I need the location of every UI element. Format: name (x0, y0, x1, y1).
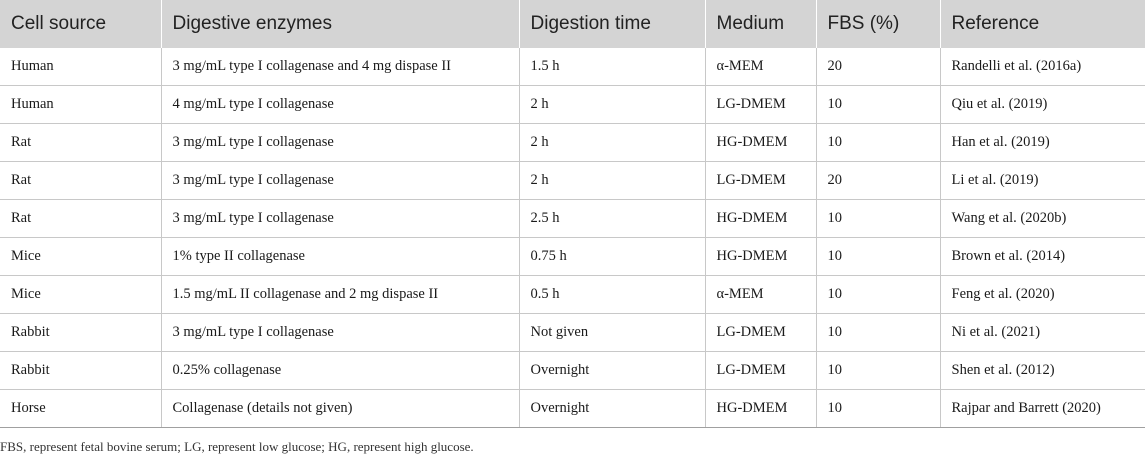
cell-medium: HG-DMEM (705, 238, 816, 276)
cell-medium: α-MEM (705, 48, 816, 86)
header-digestive-enzymes: Digestive enzymes (161, 0, 519, 48)
table-header (0, 0, 1145, 48)
cell-source: Mice (0, 276, 161, 314)
cell-digestive-enzymes: 3 mg/mL type I collagenase (161, 162, 519, 200)
table-body (0, 48, 1145, 428)
cell-reference: Brown et al. (2014) (940, 238, 1145, 276)
table-row (0, 124, 1145, 162)
cell-digestion-time: 2 h (519, 86, 705, 124)
cell-reference: Rajpar and Barrett (2020) (940, 390, 1145, 428)
cell-source: Rabbit (0, 314, 161, 352)
cell-digestion-time: 0.5 h (519, 276, 705, 314)
cell-source: Human (0, 86, 161, 124)
cell-reference: Han et al. (2019) (940, 124, 1145, 162)
header-reference: Reference (940, 0, 1145, 48)
cell-digestive-enzymes: 0.25% collagenase (161, 352, 519, 390)
table-row (0, 276, 1145, 314)
cell-medium: HG-DMEM (705, 390, 816, 428)
header-cell-source: Cell source (0, 0, 161, 48)
header-medium: Medium (705, 0, 816, 48)
table-row (0, 390, 1145, 428)
header-digestion-time: Digestion time (519, 0, 705, 48)
cell-medium: α-MEM (705, 276, 816, 314)
cell-source: Mice (0, 238, 161, 276)
cell-source: Rabbit (0, 352, 161, 390)
cell-digestion-time: Overnight (519, 390, 705, 428)
cell-digestion-time: Not given (519, 314, 705, 352)
cell-medium: LG-DMEM (705, 162, 816, 200)
cell-medium: LG-DMEM (705, 86, 816, 124)
cell-source: Rat (0, 200, 161, 238)
cell-fbs: 10 (816, 352, 940, 390)
cell-digestion-time: 2 h (519, 124, 705, 162)
cell-fbs: 10 (816, 86, 940, 124)
header-fbs: FBS (%) (816, 0, 940, 48)
cell-reference: Shen et al. (2012) (940, 352, 1145, 390)
cell-digestion-time: 2 h (519, 162, 705, 200)
cell-fbs: 20 (816, 48, 940, 86)
cell-reference: Ni et al. (2021) (940, 314, 1145, 352)
cell-reference: Wang et al. (2020b) (940, 200, 1145, 238)
cell-digestive-enzymes: 3 mg/mL type I collagenase (161, 124, 519, 162)
cell-source: Rat (0, 124, 161, 162)
cell-digestive-enzymes: 3 mg/mL type I collagenase and 4 mg dispase II (161, 48, 519, 86)
cell-fbs: 20 (816, 162, 940, 200)
cell-reference: Feng et al. (2020) (940, 276, 1145, 314)
cell-digestive-enzymes: 3 mg/mL type I collagenase (161, 200, 519, 238)
cell-fbs: 10 (816, 314, 940, 352)
cell-fbs: 10 (816, 390, 940, 428)
cell-digestive-enzymes: 1% type II collagenase (161, 238, 519, 276)
header-row (0, 0, 1145, 48)
cell-fbs: 10 (816, 276, 940, 314)
cell-reference: Li et al. (2019) (940, 162, 1145, 200)
cell-digestion-time: Overnight (519, 352, 705, 390)
cell-reference: Qiu et al. (2019) (940, 86, 1145, 124)
table-row (0, 352, 1145, 390)
cell-medium: HG-DMEM (705, 124, 816, 162)
table-row (0, 238, 1145, 276)
table-footnote: FBS, represent fetal bovine serum; LG, represent low glucose; HG, represent high glucose. (0, 439, 474, 454)
cell-digestive-enzymes: 3 mg/mL type I collagenase (161, 314, 519, 352)
cell-source: Rat (0, 162, 161, 200)
cell-digestion-time: 2.5 h (519, 200, 705, 238)
cell-fbs: 10 (816, 238, 940, 276)
cell-digestive-enzymes: Collagenase (details not given) (161, 390, 519, 428)
cell-source: Human (0, 48, 161, 86)
cell-reference: Randelli et al. (2016a) (940, 48, 1145, 86)
table-row (0, 162, 1145, 200)
cell-source: Horse (0, 390, 161, 428)
table-row (0, 86, 1145, 124)
cell-digestion-time: 0.75 h (519, 238, 705, 276)
cell-digestive-enzymes: 1.5 mg/mL II collagenase and 2 mg dispase II (161, 276, 519, 314)
cell-digestion-time: 1.5 h (519, 48, 705, 86)
cell-digestive-enzymes: 4 mg/mL type I collagenase (161, 86, 519, 124)
table-row (0, 200, 1145, 238)
cell-medium: LG-DMEM (705, 352, 816, 390)
table-row (0, 314, 1145, 352)
cell-fbs: 10 (816, 124, 940, 162)
cell-medium: LG-DMEM (705, 314, 816, 352)
table-row (0, 48, 1145, 86)
cell-fbs: 10 (816, 200, 940, 238)
cell-medium: HG-DMEM (705, 200, 816, 238)
